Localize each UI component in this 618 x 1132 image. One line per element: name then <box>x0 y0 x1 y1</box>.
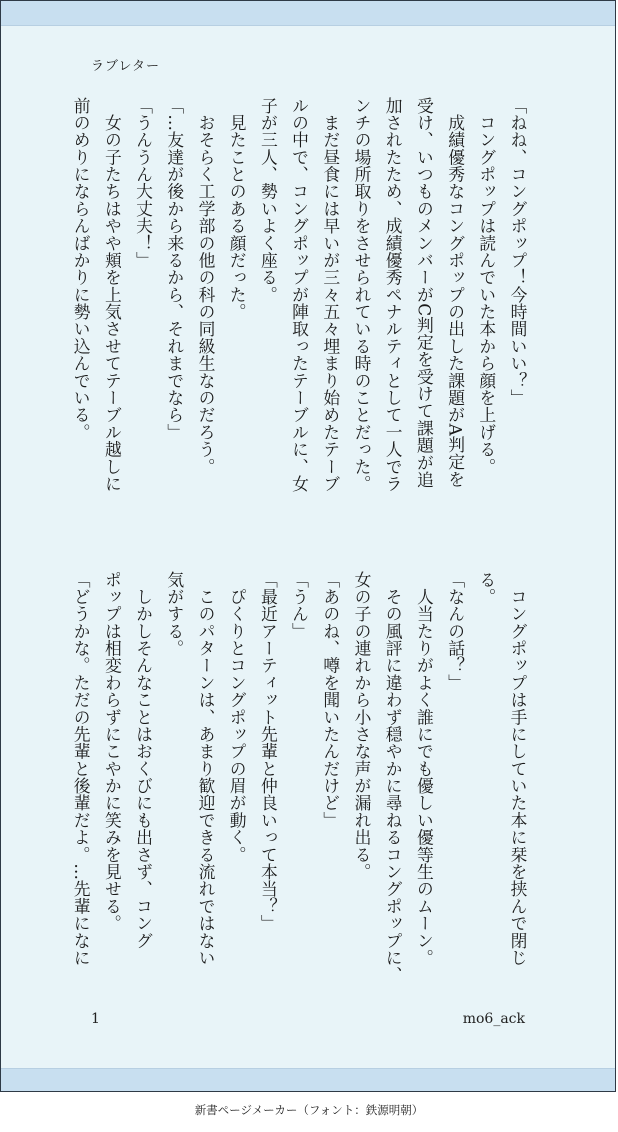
text-column: このパターンは、あまり歓迎できる流れではない <box>195 571 216 967</box>
text-column: コングポップは手にしていた本に栞を挟んで閉じ <box>508 571 528 967</box>
text-column: ぴくりとコングポップの眉が動く。 <box>227 571 248 864</box>
text-column: ポップは相変わらずにこやかに笑みを見せる。 <box>102 571 123 932</box>
top-band <box>1 1 615 26</box>
text-column: しかしそんなことはおくびにも出さず、コング <box>133 571 154 950</box>
text-column: ルの中で、コングポップが陣取ったテーブルに、女 <box>289 97 310 493</box>
text-column: 加されたため、成績優秀ペナルティとして一人でラ <box>383 97 404 493</box>
text-column: 「うんうん大丈夫！」 <box>133 97 154 269</box>
page-title: ラブレター <box>91 59 160 74</box>
text-column: 前のめりにならんばかりに勢い込んでいる。 <box>71 97 92 441</box>
text-column: コングポップは読んでいた本から顔を上げる。 <box>476 97 497 476</box>
text-column: 女の子たちはやや頬を上気させてテーブル越しに <box>102 97 123 493</box>
text-column: 「最近アーティット先輩と仲良いって本当？」 <box>258 571 279 932</box>
text-column: まだ昼食には早いが三々五々埋まり始めたテーブ <box>320 97 341 493</box>
text-column: 「あのね、噂を聞いたんだけど」 <box>320 571 341 829</box>
text-column: 見たことのある顔だった。 <box>227 97 248 321</box>
text-column: 「…友達が後から来るから、それまでなら」 <box>164 97 185 441</box>
text-column: 「うん」 <box>289 571 310 640</box>
text-column: その風評に違わず穏やかに尋ねるコングポップに、 <box>383 571 404 984</box>
text-column: 子が三人、勢いよく座る。 <box>258 97 279 304</box>
text-column: 「なんの話？」 <box>445 571 466 692</box>
text-column: 「どうかな。ただの先輩と後輩だよ。…先輩になに <box>71 571 92 967</box>
bottom-band <box>1 1068 615 1091</box>
page-number: 1 <box>91 1011 100 1027</box>
text-column: 受け、いつものメンバーがC判定を受けて課題が追 <box>414 97 435 489</box>
text-block-bottom <box>65 571 533 991</box>
text-column: おそらく工学部の他の科の同級生なのだろう。 <box>195 97 216 476</box>
text-column: 女の子の連れから小さな声が漏れ出る。 <box>351 571 372 881</box>
text-block-top <box>65 97 533 517</box>
text-column: 成績優秀なコングポップの出した課題がA判定を <box>445 97 466 488</box>
text-column: 人当たりがよく誰にでも優しい優等生のムーン。 <box>414 571 435 967</box>
text-column: 気がする。 <box>164 571 185 657</box>
footer-credit: 新書ページメーカー（フォント：鉄源明朝） <box>194 1103 424 1117</box>
text-column: る。 <box>476 571 497 606</box>
text-column: ンチの場所取りをさせられている時のことだった。 <box>351 97 372 493</box>
text-column: 「ねね、コングポップ！今時間いい？」 <box>508 97 528 407</box>
author-name: mo6_ack <box>462 1011 525 1027</box>
